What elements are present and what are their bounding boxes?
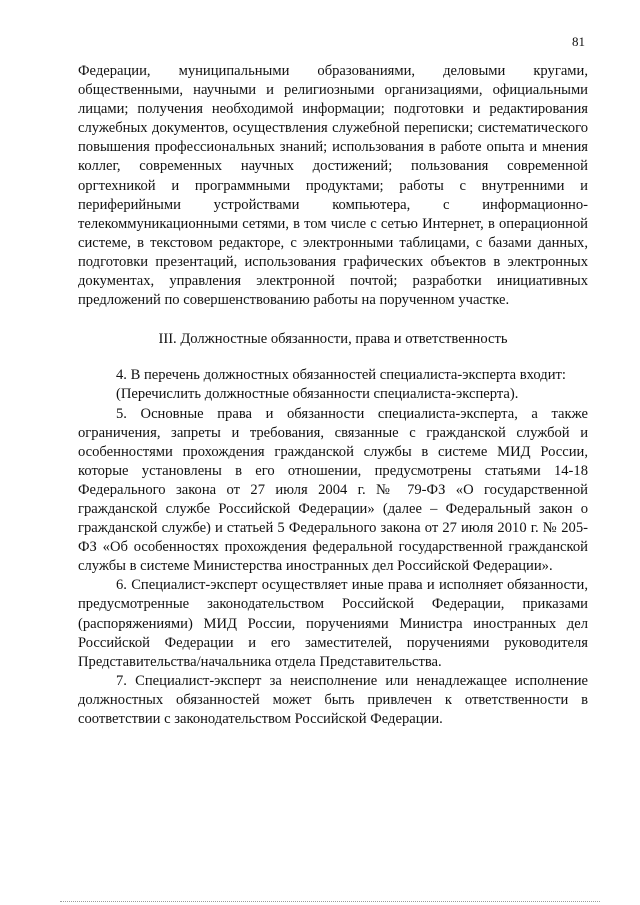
paragraph-6: 6. Специалист-эксперт осуществляет иные права и исполняет обязанности, предусмотренные законодательством Российской Федерации, приказами (распоряжениями) МИД России, поручениями Министра иностранных дел Российской Федерации и его заместителей, поручениями руководителя Представительства/начальника отдела Представительства. bbox=[78, 577, 588, 670]
paragraph-4-note: (Перечислить должностные обязанности специалиста-эксперта). bbox=[116, 386, 519, 403]
section-heading: III. Должностные обязанности, права и ответственность bbox=[158, 331, 508, 348]
page-number: 81 bbox=[572, 34, 585, 49]
paragraph-5: 5. Основные права и обязанности специалиста-эксперта, а также ограничения, запреты и требования, связанные с гражданской службой и особенностями прохождения гражданской службы в системе МИД России, которые установлены в его отношении, предусмотрены статьями 14-18 Федерального закона от 27 июля 2004 г. № 79-ФЗ «О государственной гражданской службе Российской Федерации» (далее – Федеральный закон о гражданской службе) и статьей 5 Федерального закона от 27 июля 2010 г. № 205-ФЗ «Об особенностях прохождения федеральной государственной гражданской службы в системе Министерства иностранных дел Российской Федерации». bbox=[78, 405, 588, 575]
paragraph-7: 7. Специалист-эксперт за неисполнение или ненадлежащее исполнение должностных обязанностей может быть привлечен к ответственности в соответствии с законодательством Российской Федерации. bbox=[78, 672, 588, 727]
paragraph-continuation: Федерации, муниципальными образованиями, деловыми кругами, общественными, научными и религиозными организациями, официальными лицами; получения необходимой информации; подготовки и редактирования служебных документов, осуществления служебной переписки; систематического повышения профессиональных знаний; использования в работе опыта и мнения коллег, современных научных достижений; пользования современной оргтехникой и программными продуктами; работы с внутренними и периферийными устройствами компьютера, с информационно-телекоммуникационными сетями, в том числе с сетью Интернет, в операционной системе, в текстовом редакторе, с электронными таблицами, с базами данных, подготовки презентаций, использования графических объектов в электронных документах, управления электронной почтой; разработки инициативных предложений по совершенствованию работы на порученном участке. bbox=[78, 63, 588, 309]
document-body bbox=[78, 62, 588, 729]
paragraph-4: 4. В перечень должностных обязанностей специалиста-эксперта входит: bbox=[116, 367, 566, 384]
scan-bottom-edge bbox=[60, 901, 600, 902]
